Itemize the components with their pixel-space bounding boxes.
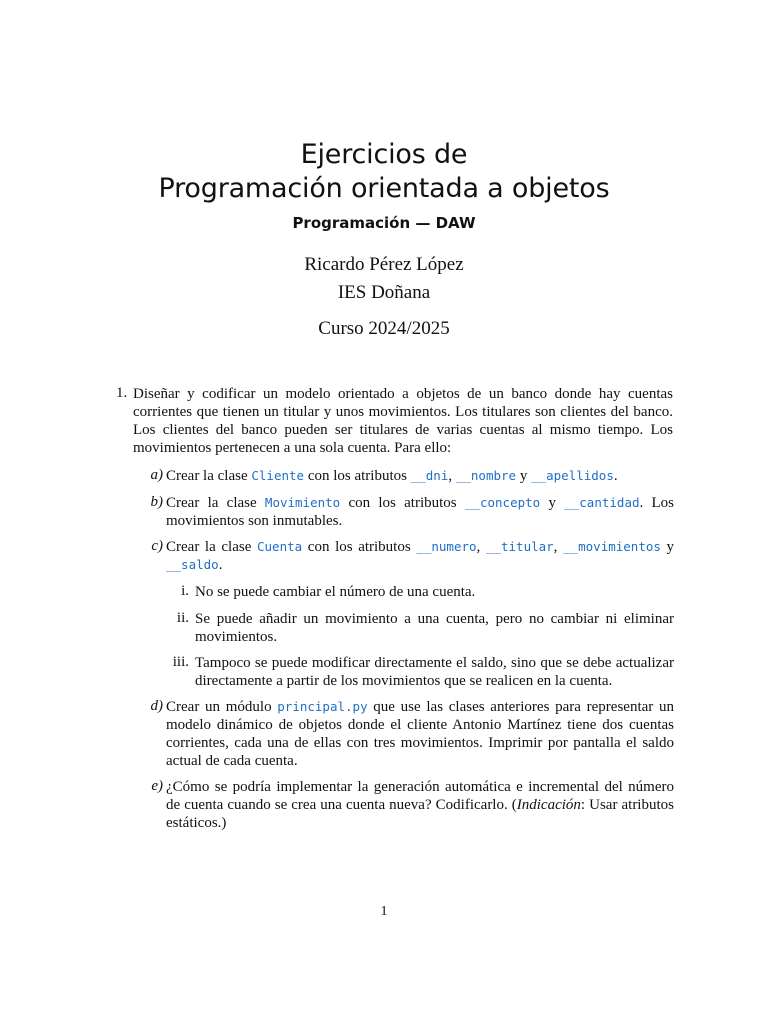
title-line-2: Programación orientada a objetos (158, 173, 610, 204)
roman-text: Se puede añadir un movimiento a una cuenta, pero no cambiar ni eliminar movimientos. (195, 611, 674, 645)
exercise-number: 1. (116, 385, 128, 401)
attribute-code: __numero (416, 539, 477, 554)
attribute-code: __cantidad (564, 495, 640, 510)
class-name-code: Cliente (251, 468, 305, 483)
attribute-code: __concepto (464, 495, 541, 510)
hint-label: Indicación (516, 797, 581, 813)
document-title (0, 138, 768, 206)
attribute-code: __titular (485, 539, 554, 554)
attribute-code: __dni (410, 468, 449, 483)
attribute-code: __nombre (455, 468, 517, 483)
class-name-code: Movimiento (264, 495, 341, 510)
roman-label: iii. (172, 654, 189, 670)
attribute-code: __movimientos (563, 539, 661, 554)
institution-name: IES Doñana (337, 282, 431, 303)
title-line-1: Ejercicios de (300, 139, 468, 170)
roman-text: No se puede cambiar el número de una cuenta. (195, 584, 476, 600)
subitem-c-label: c) (151, 538, 163, 554)
subitem-e-text: ¿Cómo se podría implementar la generación automática e incremental del número de cuenta cuando se crea una cuenta nueva? Codificarlo. (Indicación: Usar atributos estáticos.) (166, 779, 674, 831)
attribute-code: __saldo (166, 557, 219, 572)
subitem-a-label: a) (150, 467, 163, 483)
roman-text: Tampoco se puede modificar directamente el saldo, sino que se debe actualizar directamente a partir de los movimientos que se realicen en la cuenta. (195, 655, 674, 689)
subitem-b-label: b) (150, 494, 163, 510)
roman-label: ii. (176, 610, 189, 626)
course-year: Curso 2024/2025 (318, 318, 450, 339)
subitem-d-text: Crear un módulo principal.py que use las clases anteriores para representar un modelo dinámico de objetos donde el cliente Antonio Martínez tiene dos cuentas corrientes, cada una de ellas con tres movimientos. Imprimir por pantalla el saldo actual de cada cuenta. (166, 699, 674, 769)
subitem-c-text: Crear la clase Cuenta con los atributos __numero, __titular, __movimientos y __saldo. (166, 539, 675, 573)
module-name-code: principal.py (277, 699, 368, 714)
roman-label: i. (181, 583, 189, 599)
document-subtitle: Programación — DAW (292, 214, 476, 232)
subitem-b-text: Crear la clase Movimiento con los atributos __concepto y __cantidad. Los movimientos son inmutables. (166, 495, 675, 529)
exercise-intro: Diseñar y codificar un modelo orientado a objetos de un banco donde hay cuentas corrientes que tienen un titular y unos movimientos. Los titulares son clientes del banco. Los clientes del banco pueden ser titulares de varias cuentas al mismo tiempo. Los movimientos pertenecen a una sola cuenta. Para ello: (133, 386, 673, 456)
class-name-code: Cuenta (257, 539, 303, 554)
page-number: 1 (380, 904, 388, 919)
subitem-a-text: Crear la clase Cliente con los atributos __dni, __nombre y __apellidos. (166, 468, 618, 484)
author-name: Ricardo Pérez López (304, 254, 464, 275)
subitem-e-label: e) (151, 778, 163, 794)
attribute-code: __apellidos (531, 468, 614, 483)
subitem-d-label: d) (150, 698, 163, 714)
